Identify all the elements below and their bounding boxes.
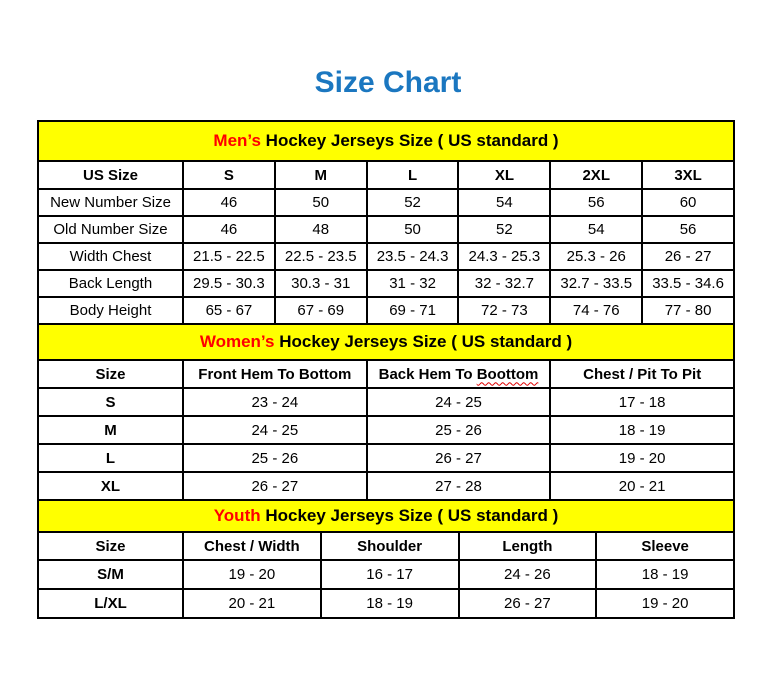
size-chart [37, 120, 735, 619]
table-cell: 77 - 80 [642, 297, 734, 324]
table-cell: 65 - 67 [183, 297, 275, 324]
mens-size-table [37, 120, 735, 325]
table-row [38, 472, 734, 500]
table-cell: 24 - 25 [183, 416, 367, 444]
table-cell: 21.5 - 22.5 [183, 243, 275, 270]
womens-col-size: Size [38, 360, 183, 388]
mens-column-header-row [38, 161, 734, 189]
table-cell: 19 - 20 [183, 560, 321, 589]
table-cell: 19 - 20 [596, 589, 734, 618]
youth-col-length: Length [459, 532, 597, 560]
mens-col-s: S [183, 161, 275, 189]
womens-col-chest: Chest / Pit To Pit [550, 360, 734, 388]
table-cell: 33.5 - 34.6 [642, 270, 734, 297]
womens-section-accent: Women’s [199, 332, 275, 351]
youth-section-accent: Youth [213, 506, 261, 525]
mens-section-rest: Hockey Jerseys Size ( US standard ) [260, 131, 559, 150]
table-row [38, 388, 734, 416]
table-cell: 18 - 19 [550, 416, 734, 444]
table-cell: 26 - 27 [183, 472, 367, 500]
table-cell: 20 - 21 [183, 589, 321, 618]
table-row [38, 270, 734, 297]
youth-section-header [38, 500, 734, 532]
youth-section-header-row [38, 500, 734, 532]
mens-col-l: L [367, 161, 459, 189]
table-cell: 72 - 73 [458, 297, 550, 324]
row-label: Body Height [38, 297, 183, 324]
table-cell: 24 - 26 [459, 560, 597, 589]
youth-col-chest-width: Chest / Width [183, 532, 321, 560]
table-row [38, 589, 734, 618]
womens-size-table [37, 323, 735, 501]
row-label: Back Length [38, 270, 183, 297]
table-cell: 23 - 24 [183, 388, 367, 416]
mens-col-xl: XL [458, 161, 550, 189]
mens-section-header-row [38, 121, 734, 161]
table-cell: 29.5 - 30.3 [183, 270, 275, 297]
table-row [38, 189, 734, 216]
table-row [38, 560, 734, 589]
mens-col-us-size: US Size [38, 161, 183, 189]
womens-col-back-hem-misspelled: Boottom [476, 365, 539, 383]
womens-col-front-hem: Front Hem To Bottom [183, 360, 367, 388]
youth-column-header-row [38, 532, 734, 560]
youth-col-sleeve: Sleeve [596, 532, 734, 560]
womens-col-back-hem-prefix: Back Hem To [378, 365, 477, 383]
table-cell: 56 [550, 189, 642, 216]
table-row [38, 444, 734, 472]
table-cell: 25 - 26 [367, 416, 551, 444]
row-label: L/XL [38, 589, 183, 618]
table-cell: 27 - 28 [367, 472, 551, 500]
table-cell: 24 - 25 [367, 388, 551, 416]
table-cell: 18 - 19 [321, 589, 459, 618]
table-cell: 48 [275, 216, 367, 243]
table-cell: 20 - 21 [550, 472, 734, 500]
table-cell: 52 [458, 216, 550, 243]
youth-col-shoulder: Shoulder [321, 532, 459, 560]
table-cell: 26 - 27 [642, 243, 734, 270]
row-label: Old Number Size [38, 216, 183, 243]
row-label: S [38, 388, 183, 416]
row-label: M [38, 416, 183, 444]
mens-col-3xl: 3XL [642, 161, 734, 189]
table-cell: 22.5 - 23.5 [275, 243, 367, 270]
table-cell: 69 - 71 [367, 297, 459, 324]
table-cell: 67 - 69 [275, 297, 367, 324]
table-cell: 24.3 - 25.3 [458, 243, 550, 270]
youth-size-table [37, 499, 735, 619]
table-cell: 50 [367, 216, 459, 243]
row-label: Width Chest [38, 243, 183, 270]
table-cell: 25 - 26 [183, 444, 367, 472]
womens-section-header [38, 324, 734, 360]
womens-column-header-row [38, 360, 734, 388]
womens-section-rest: Hockey Jerseys Size ( US standard ) [274, 332, 573, 351]
table-cell: 26 - 27 [459, 589, 597, 618]
table-cell: 18 - 19 [596, 560, 734, 589]
table-cell: 25.3 - 26 [550, 243, 642, 270]
table-row [38, 243, 734, 270]
table-cell: 32 - 32.7 [458, 270, 550, 297]
table-cell: 32.7 - 33.5 [550, 270, 642, 297]
table-cell: 54 [458, 189, 550, 216]
table-row [38, 416, 734, 444]
mens-section-header [38, 121, 734, 161]
mens-section-accent: Men’s [213, 131, 261, 150]
row-label: New Number Size [38, 189, 183, 216]
youth-section-rest: Hockey Jerseys Size ( US standard ) [260, 506, 559, 525]
row-label: XL [38, 472, 183, 500]
womens-col-back-hem [367, 360, 551, 388]
table-row [38, 297, 734, 324]
table-cell: 16 - 17 [321, 560, 459, 589]
table-cell: 26 - 27 [367, 444, 551, 472]
table-row [38, 216, 734, 243]
table-cell: 31 - 32 [367, 270, 459, 297]
table-cell: 23.5 - 24.3 [367, 243, 459, 270]
youth-col-size: Size [38, 532, 183, 560]
womens-section-header-row [38, 324, 734, 360]
row-label: L [38, 444, 183, 472]
table-cell: 52 [367, 189, 459, 216]
row-label: S/M [38, 560, 183, 589]
table-cell: 19 - 20 [550, 444, 734, 472]
table-cell: 30.3 - 31 [275, 270, 367, 297]
page-title: Size Chart [314, 66, 462, 99]
table-cell: 74 - 76 [550, 297, 642, 324]
mens-col-2xl: 2XL [550, 161, 642, 189]
table-cell: 17 - 18 [550, 388, 734, 416]
table-cell: 50 [275, 189, 367, 216]
table-cell: 46 [183, 189, 275, 216]
table-cell: 54 [550, 216, 642, 243]
table-cell: 60 [642, 189, 734, 216]
table-cell: 56 [642, 216, 734, 243]
table-cell: 46 [183, 216, 275, 243]
mens-col-m: M [275, 161, 367, 189]
